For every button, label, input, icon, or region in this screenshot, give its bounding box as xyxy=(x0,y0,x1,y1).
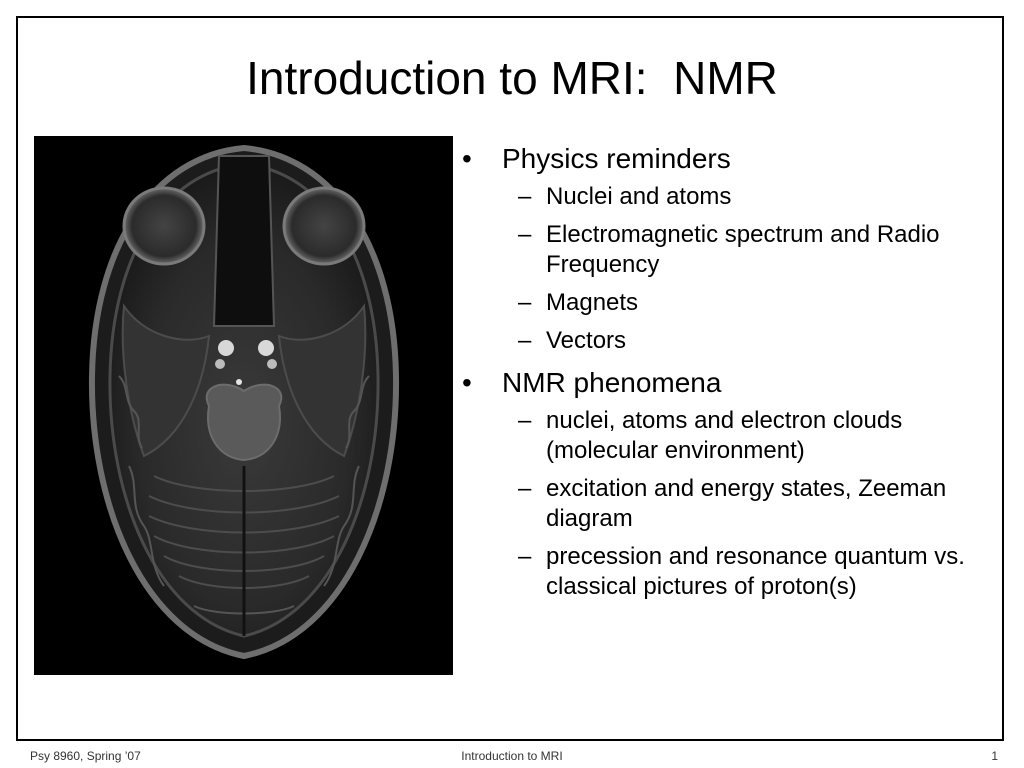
bullet-list xyxy=(462,140,1002,610)
dash-marker: – xyxy=(518,327,532,354)
slide-title: Introduction to MRI: NMR xyxy=(246,52,778,104)
bullet-text: Physics reminders xyxy=(502,143,731,174)
bullet-nmr-phenomena xyxy=(462,364,1002,402)
dash-marker: – xyxy=(518,475,532,502)
bullet-marker: • xyxy=(462,143,472,174)
subitem-excitation xyxy=(462,474,1002,534)
subitem-precession xyxy=(462,542,1002,602)
footer-course: Psy 8960, Spring ’07 xyxy=(30,749,141,763)
subitem-electron-clouds xyxy=(462,406,1002,466)
bullet-physics-reminders xyxy=(462,140,1002,178)
footer-page-number: 1 xyxy=(991,749,998,763)
subitem-vectors xyxy=(462,326,1002,356)
bullet-marker: • xyxy=(462,367,472,398)
dash-marker: – xyxy=(518,289,532,316)
subitem-text: precession and resonance quantum vs. classical pictures of proton(s) xyxy=(546,543,965,600)
subitem-text: Electromagnetic spectrum and Radio Frequency xyxy=(546,221,940,278)
footer-title: Introduction to MRI xyxy=(461,749,563,763)
subitem-text: Nuclei and atoms xyxy=(546,183,732,210)
brain-mri-image xyxy=(34,136,453,675)
brain-mri-illustration xyxy=(34,136,453,675)
subitem-em-spectrum xyxy=(462,220,1002,280)
dash-marker: – xyxy=(518,183,532,210)
subitem-nuclei-atoms xyxy=(462,182,1002,212)
subitem-magnets xyxy=(462,288,1002,318)
dash-marker: – xyxy=(518,407,532,434)
subitem-text: Magnets xyxy=(546,289,639,316)
bullet-text: NMR phenomena xyxy=(502,367,722,398)
subitem-text: Vectors xyxy=(546,327,627,354)
dash-marker: – xyxy=(518,543,532,570)
dash-marker: – xyxy=(518,221,532,248)
subitem-text: excitation and energy states, Zeeman diagram xyxy=(546,475,947,532)
subitem-text: nuclei, atoms and electron clouds (molecular environment) xyxy=(546,407,903,464)
